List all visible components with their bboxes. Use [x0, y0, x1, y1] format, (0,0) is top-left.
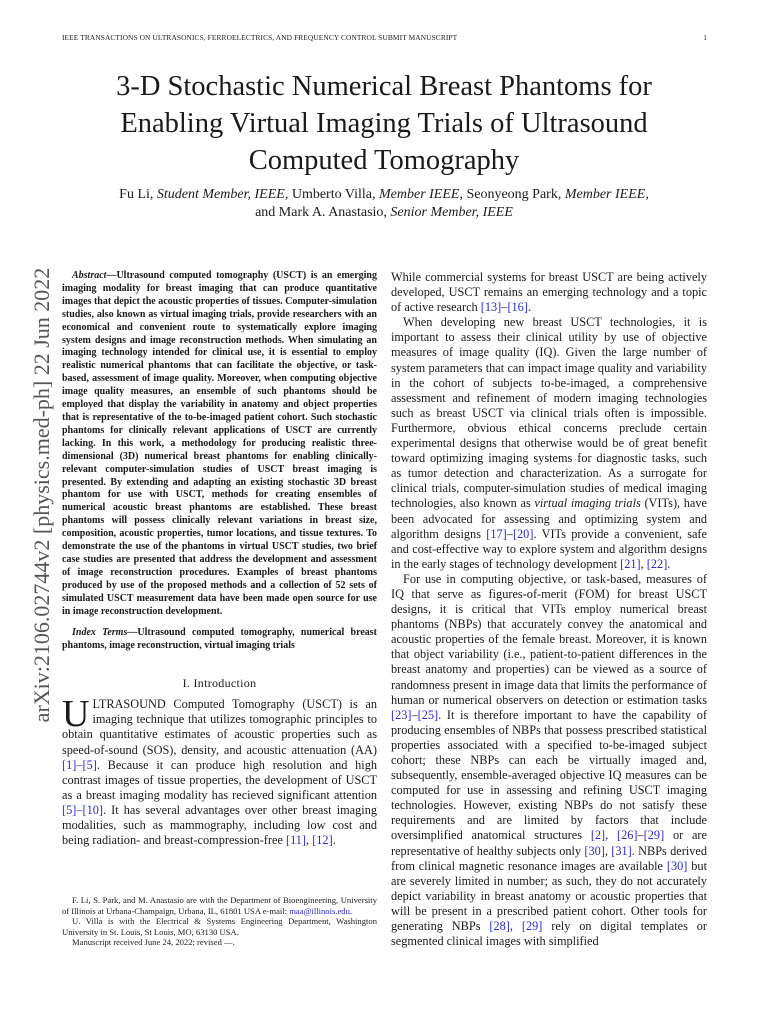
citation-link[interactable]: [13]	[480, 300, 502, 315]
abstract-text: —Ultrasound computed tomography (USCT) is an emerging imaging modality for breast imaging that can produce quantitative images that depict the acoustic properties of tissues. Computer-simulation studies, also known as virtual imaging trials, provide researchers with an economical and convenient route to systematically explore imaging system designs and image reconstruction methods. When simulating an imaging technology intended for clinical use, it is essential to employ realistic numerical phantoms that can facilitate the objective, or task-based, assessment of image quality. Moreover, when computing objective image quality measures, an ensemble of such phantoms should be employed that display the variability in anatomy and object properties that is representative of the to-be-imaged patient cohort. Such stochastic phantoms for clinically relevant applications of USCT are currently lacking. In this work, a methodology for producing realistic three-dimensional (3D) numerical breast phantoms for enabling clinically-relevant computer-simulation studies of USCT breast imaging is presented. By extending and adapting an existing stochastic 3D breast phantom for use with USCT, methods for creating ensembles of numerical acoustic breast phantoms are established. These breast phantoms will possess clinically relevant variations in breast size, composition, acoustic properties, tumor locations, and tissue textures. To demonstrate the use of the phantoms in virtual USCT studies, two brief case studies are presented that address the development and assessment of image reconstruction procedures. Examples of breast phantoms produced by use of the proposed methods and a collection of 52 sets of simulated USCT measurement data have been made open source for use in image reconstruction development.	[62, 270, 377, 617]
text-run: LTRASOUND Computed Tomography (USCT) is an imaging technique that utilizes tomographic principles to obtain quantitative estimates of acoustic properties such as speed-of-sound (SOS), density, and acoustic attenuation (AA)	[62, 697, 377, 757]
text-run: While commercial systems for breast USCT are being actively developed, USCT remains an emerging technology and a topic of active research	[391, 270, 707, 315]
drop-cap: U	[62, 693, 90, 736]
text-run: . Because it can produce high resolution and high contrast images of tissue properties, the development of USCT as a breast imaging modality has recieved significant attention	[62, 757, 377, 802]
author-name: Seonyeong Park,	[466, 187, 562, 202]
text-run: .	[667, 556, 671, 571]
citation-link[interactable]: [2]	[590, 828, 606, 843]
text-run: . NBPs derived from clinical magnetic resonance images are available	[391, 843, 707, 873]
author-name: Umberto Villa,	[291, 187, 376, 202]
citation-link[interactable]: [25]	[417, 707, 439, 722]
author-name: Fu Li,	[119, 187, 154, 202]
text-run: When developing new breast USCT technologies, it is important to assess their clinical utility by use of objective measures of image quality (IQ). Given the large number of system parameters that can impact image quality and variability in the cohort of subjects to-be-imaged, a comprehensive assessment and refinement of modern imaging technologies such as breast USCT via clinical trials often is impossible. Furthermore, obvious ethical concerns preclude certain experimental designs that otherwise would be of great benefit toward optimizing imaging systems for diagnostic tasks, such as tumor detection and characterization. As a surrogate for clinical trials, computer-simulation studies of medical imaging technologies, also known as	[391, 315, 707, 511]
citation-link[interactable]: [17]	[486, 526, 507, 541]
text-run: –	[506, 526, 513, 541]
text-run: (VITs), have been advocated for assessing and optimizing system and algorithm designs	[391, 496, 707, 541]
text-run: or are representative of healthy subjects only	[391, 828, 707, 858]
citation-link[interactable]: [29]	[643, 828, 665, 843]
abstract	[62, 270, 377, 618]
text-run: –	[411, 707, 418, 722]
text-run: ,	[306, 833, 313, 848]
left-column	[62, 270, 377, 848]
citation-link[interactable]: [30]	[666, 858, 688, 873]
arxiv-identifier: arXiv:2106.02744v2 [physics.med-ph] 22 Jun 2022	[29, 267, 54, 723]
email-link[interactable]: maa@illinois.edu	[289, 905, 350, 916]
citation-link[interactable]: [21]	[620, 556, 641, 571]
text-run: ,	[509, 919, 522, 934]
text-run: rely on digital templates or segmented clinical images with simplified	[391, 919, 707, 949]
text-run: ,	[604, 843, 612, 858]
intro-paragraph	[62, 693, 377, 848]
running-head: IEEE TRANSACTIONS ON ULTRASONICS, FERROELECTRICS, AND FREQUENCY CONTROL SUBMIT MANUSCRIPT	[62, 33, 458, 42]
citation-link[interactable]: [16]	[507, 300, 528, 315]
author-list	[62, 186, 706, 222]
text-run: .	[349, 905, 353, 916]
text-run: . It has several advantages over other breast imaging modalities, such as mammography, including low cost and being radiation- and breast-compression-free	[62, 802, 377, 848]
text-run: F. Li, S. Park, and M. Anastasio are with the Department of Bioengineering, University of Illinois at Urbana-Champaign, Urbana, IL, 61801 USA e-mail:	[62, 895, 377, 916]
text-run: but are severely limited in number; as such, they do not accurately depict variability in breast anatomy or acoustic properties that will be present in a prescribed patient cohort. Other tools for generating NBPs	[391, 858, 707, 934]
body-paragraph	[391, 315, 707, 572]
citation-link[interactable]: [20]	[512, 526, 534, 541]
citation-link[interactable]: [11]	[286, 833, 307, 848]
text-run: .	[332, 833, 336, 848]
text-run: –	[501, 300, 508, 315]
citation-link[interactable]: [1]–[5]	[62, 757, 97, 772]
text-run: .	[527, 300, 532, 315]
text-run: For use in computing objective, or task-based, measures of IQ that serve as figures-of-merit (FOM) for breast USCT designs, it is critical that VITs employ numerical breast phantoms (NBPs) that accurately convey the anatomical and acoustic properties of the female breast. Moreover, it is known that object variability (i.e., patient-to-patient differences in the breast anatomy and properties) can be viewed as a source of randomness present in image data that limits the performance of human or numerical observers on detection or estimation tasks	[391, 571, 707, 707]
right-column	[391, 270, 707, 949]
citation-link[interactable]: [22]	[646, 556, 668, 571]
text-run: ,	[640, 556, 647, 571]
emphasis-text: virtual imaging trials	[534, 496, 641, 511]
text-run: ,	[605, 828, 618, 843]
citation-link[interactable]: [23]	[391, 707, 412, 722]
citation-link[interactable]: [5]–[10]	[62, 802, 103, 817]
body-paragraph	[391, 270, 707, 315]
index-terms-label: Index Terms	[72, 627, 128, 639]
author-name: and Mark A. Anastasio,	[255, 205, 387, 220]
paper-title: 3-D Stochastic Numerical Breast Phantoms for Enabling Virtual Imaging Trials of Ultrasound Computed Tomography	[116, 71, 652, 176]
footnotes	[62, 895, 377, 948]
text-run: –	[637, 828, 644, 843]
citation-link[interactable]: [29]	[521, 919, 543, 934]
footnote-affiliation-2: U. Villa is with the Electrical & Systems Engineering Department, Washington University in St. Louis, St Louis, MO, 63130 USA.	[62, 916, 377, 937]
text-run: . It is therefore important to have the capability of producing ensembles of NBPs that possess prescribed statistical properties associated with a specified to-be-imaged subject cohort; these NBPs can each be virtually imaged and, subsequently, ensemble-averaged objective IQ measures can be computed for use in assessing and refining USCT imaging technologies. However, existing NBPs do not satisfy these requirements and are limited by factors that include oversimplified anatomical structures	[391, 707, 707, 843]
footnote-affiliation-1	[62, 895, 377, 916]
citation-link[interactable]: [30]	[584, 843, 605, 858]
abstract-label: Abstract	[72, 270, 107, 281]
author-role: Senior Member, IEEE	[390, 205, 513, 220]
citation-link[interactable]: [31]	[611, 843, 632, 858]
author-role: Member IEEE,	[564, 187, 649, 202]
page-number: 1	[703, 33, 707, 42]
footnote-manuscript-date: Manuscript received June 24, 2022; revised —.	[72, 937, 235, 948]
author-role: Member IEEE,	[379, 187, 463, 202]
body-paragraph	[391, 572, 707, 949]
citation-link[interactable]: [26]	[617, 828, 638, 843]
citation-link[interactable]: [28]	[489, 919, 510, 934]
text-run: . VITs provide a convenient, safe and cost-effective way to explore system and algorithm designs in the early stages of technology development	[391, 526, 707, 571]
section-heading: I. Introduction	[182, 676, 257, 691]
index-terms	[62, 627, 377, 653]
index-terms-text: —Ultrasound computed tomography, numerical breast phantoms, image reconstruction, virtual imaging trials	[62, 627, 377, 652]
author-role: Student Member, IEEE,	[156, 187, 289, 202]
citation-link[interactable]: [12]	[312, 833, 333, 848]
